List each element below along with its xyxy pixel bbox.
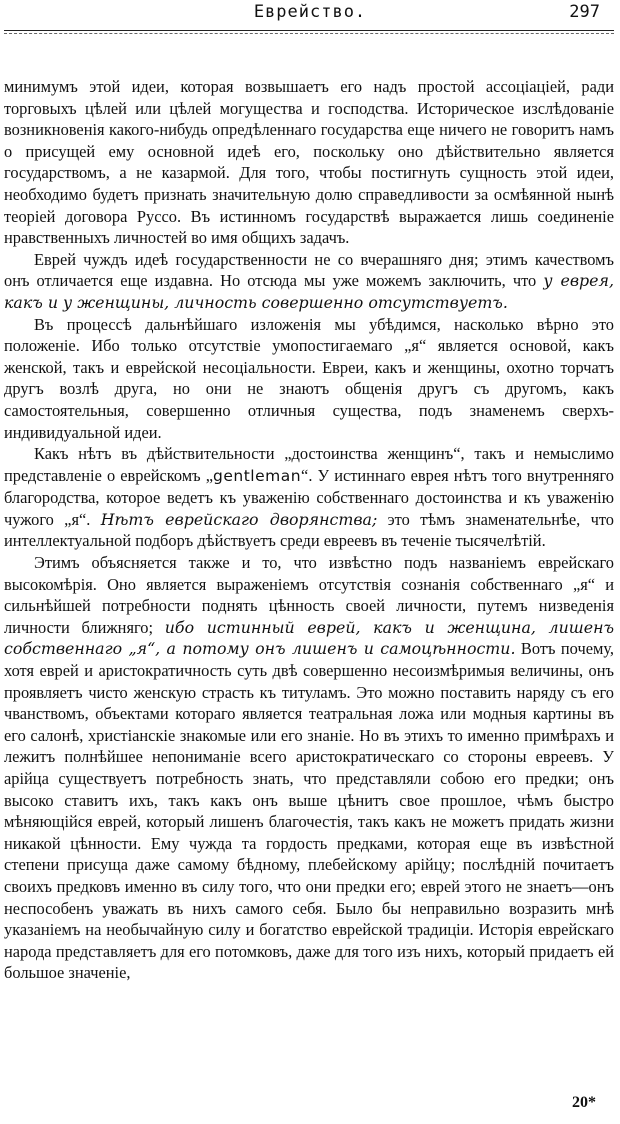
paragraph-4-text-end: это тѣмъ знаменательнѣе, что интеллектуальной подборъ дѣйствуетъ среди евреевъ въ теченіе тысячелѣтій. xyxy=(4,509,614,551)
body-text xyxy=(4,76,614,984)
page-number: 297 xyxy=(569,2,600,22)
running-head xyxy=(0,0,620,26)
gentleman-word: gentleman xyxy=(213,466,302,485)
header-rule-secondary xyxy=(4,33,614,34)
paragraph-3: Въ процессѣ дальнѣйшаго изложенія мы убѣдимся, насколько вѣрно это положеніе. Ибо только отсутствіе умопостигаемаго „я“ является основой, какъ женской, такъ и еврейской несоціальности. Евреи, какъ и женщины, охотно торчатъ другъ возлѣ друга, но они не знаютъ общенія другъ съ другомъ, какъ самостоятельныя, совершенно отличныя существа, подъ знаменемъ сверхъ-индивидуальной идеи. xyxy=(4,314,614,442)
printer-signature: 20* xyxy=(572,1094,596,1111)
paragraph-4 xyxy=(4,443,614,552)
paragraph-5-text-start: Этимъ объясняется также и то, что извѣстно подъ названіемъ еврейскаго высокомѣрія. Оно является выраженіемъ отсутствія сознанія собственнаго „я“ и сильнѣйшей потребности поднять цѣнность своей личности, путемъ низведенія личности ближняго; xyxy=(4,553,614,637)
paragraph-4-text-mid: “. У истиннаго еврея нѣтъ того внутренняго благородства, которое ведетъ къ уваженію собственнаго достоинства и къ уваженію чужого „я“. xyxy=(4,465,614,529)
paragraph-4-italic: Нѣтъ еврейскаго дворянства; xyxy=(100,509,378,529)
paragraph-2-italic: у еврея, какъ и у женщины, личность совершенно отсутствуетъ. xyxy=(4,271,614,312)
paragraph-1: минимумъ этой идеи, которая возвышаетъ его надъ простой ассоціаціей, ради торговыхъ цѣлей или цѣлей могущества и господства. Историческое изслѣдованіе возникновенія какого-нибудь опредѣленнаго государства еще ничего не говоритъ намъ о присущей ему основной идеѣ его, поскольку оно дѣйствительно является государствомъ, а не казармой. Для того, чтобы постигнуть сущность этой идеи, необходимо будетъ признать значительную долю справедливости за осмѣянной нынѣ теоріей договора Руссо. Въ истинномъ государствѣ выражается лишь соединеніе нравственныхъ личностей во имя общихъ задачъ. xyxy=(4,77,614,248)
header-rule xyxy=(4,30,614,31)
paragraph-5-text-end: Вотъ почему, хотя еврей и аристократичность суть двѣ совершенно несоизмѣримыя величины, онъ проявляетъ чисто женскую страсть къ титуламъ. Это можно поставить наряду съ его чванствомъ, объектами котораго является театральная ложа или модныя картины въ его салонѣ, христіанскіе знакомые или его знаніе. Но въ этихъ то именно примѣрахъ и лежитъ полнѣйшее непониманіе всего аристократическаго со стороны евреевъ. У арійца существуетъ потребность знать, что представляли собою его предки; онъ высоко ставитъ ихъ, такъ какъ онъ выше цѣнитъ свое прошлое, чѣмъ быстро мѣняющійся еврей, который лишенъ благочестія, такъ какъ не можетъ придать жизни никакой цѣнности. Ему чужда та гордость предками, которая еще въ извѣстной степени присуща даже самому бѣдному, плебейскому арійцу; послѣдній почитаетъ своихъ предковъ именно въ силу того, что они предки его; еврей этого не знаетъ—онъ неспособенъ уважать въ нихъ самого себя. Было бы неправильно возразить мнѣ указаніемъ на необычайную силу и богатство еврейской традиціи. Исторія еврейскаго народа представляетъ для его потомковъ, даже для того изъ нихъ, который придаетъ ей большое значеніе, xyxy=(4,639,614,983)
paragraph-5 xyxy=(4,552,614,984)
running-title: Еврейство. xyxy=(253,2,367,22)
paragraph-4-text-start: Какъ нѣтъ въ дѣйствительности „достоинства женщинъ“, такъ и немыслимо представленіе о еврейскомъ „ xyxy=(4,444,614,485)
paragraph-5-italic: ибо истинный еврей, какъ и женщина, лишенъ собственнаго „я“, а потому онъ лишенъ и самоцѣнности. xyxy=(4,617,614,659)
paragraph-2-text: Еврей чуждъ идеѣ государственности не со вчерашняго дня; этимъ качествомъ онъ отличается еще издавна. Но отсюда мы уже можемъ заключить, что xyxy=(4,249,614,291)
paragraph-2 xyxy=(4,249,614,314)
